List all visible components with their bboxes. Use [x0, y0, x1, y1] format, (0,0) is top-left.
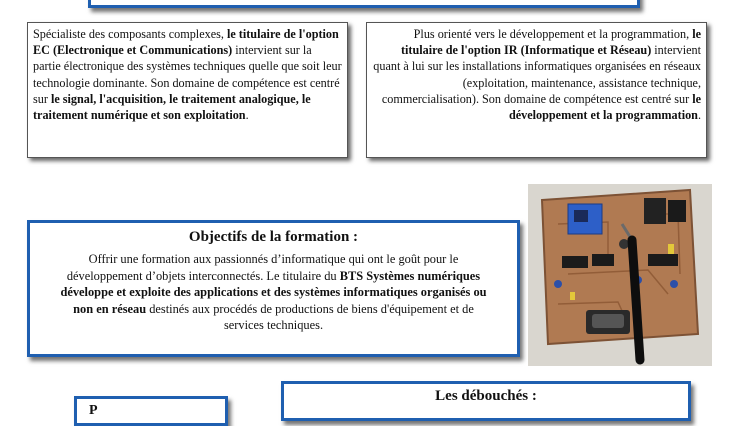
- ec-text-3: .: [245, 108, 249, 123]
- option-ir-text: [372, 26, 701, 123]
- ec-bold-2: le signal, l'acquisition, le traitement analogique, le traitement numérique et son exploitation: [33, 91, 311, 123]
- ir-bold-1: le titulaire de l'option IR (Informatique et Réseau): [400, 27, 701, 58]
- ir-text-3: .: [697, 108, 701, 123]
- debouches-title: Les débouchés :: [435, 388, 537, 404]
- top-banner-frame: [88, 0, 640, 8]
- option-ec-box: [27, 22, 348, 158]
- bottom-left-partial-text: P: [89, 403, 98, 418]
- ec-text-2: intervient sur la partie électronique des systèmes techniques quelle que soit leur technologie dominante. Son domaine de compétence est centré sur: [33, 43, 342, 106]
- ir-bold-2: le développement et la programmation: [508, 91, 701, 123]
- objectifs-text-2: destinés aux procédés de productions de biens d'équipement et de services techniques.: [146, 301, 474, 333]
- objectifs-text-1: Offrir une formation aux passionnés d’informatique qui ont le goût pour le développement d’objets interconnectés. Le titulaire du: [66, 252, 459, 283]
- ir-text-1: Plus orienté vers le développement et la programmation,: [413, 27, 693, 41]
- ir-text-2: intervient quant à lui sur les installations informatiques organisées en réseaux (exploitation, maintenance, assistance technique, commercialisation). Son domaine de compétence est centré sur: [373, 43, 701, 106]
- option-ec-text: [33, 26, 342, 123]
- objectifs-title: Objectifs de la formation :: [188, 229, 359, 245]
- ec-text-1: Spécialiste des composants complexes,: [33, 27, 227, 41]
- pcb-board-photo: [528, 184, 712, 366]
- bottom-left-frame: [74, 396, 228, 426]
- objectifs-box: [27, 220, 520, 357]
- objectifs-text: [54, 251, 493, 334]
- ec-bold-1: le titulaire de l'option EC (Electronique et Communications): [33, 27, 339, 58]
- objectifs-bold-1: BTS Systèmes numériques développe et exploite des applications et des systèmes informatiques organisés ou non en réseau: [60, 268, 487, 316]
- debouches-box: [281, 381, 691, 421]
- option-ir-box: [366, 22, 707, 158]
